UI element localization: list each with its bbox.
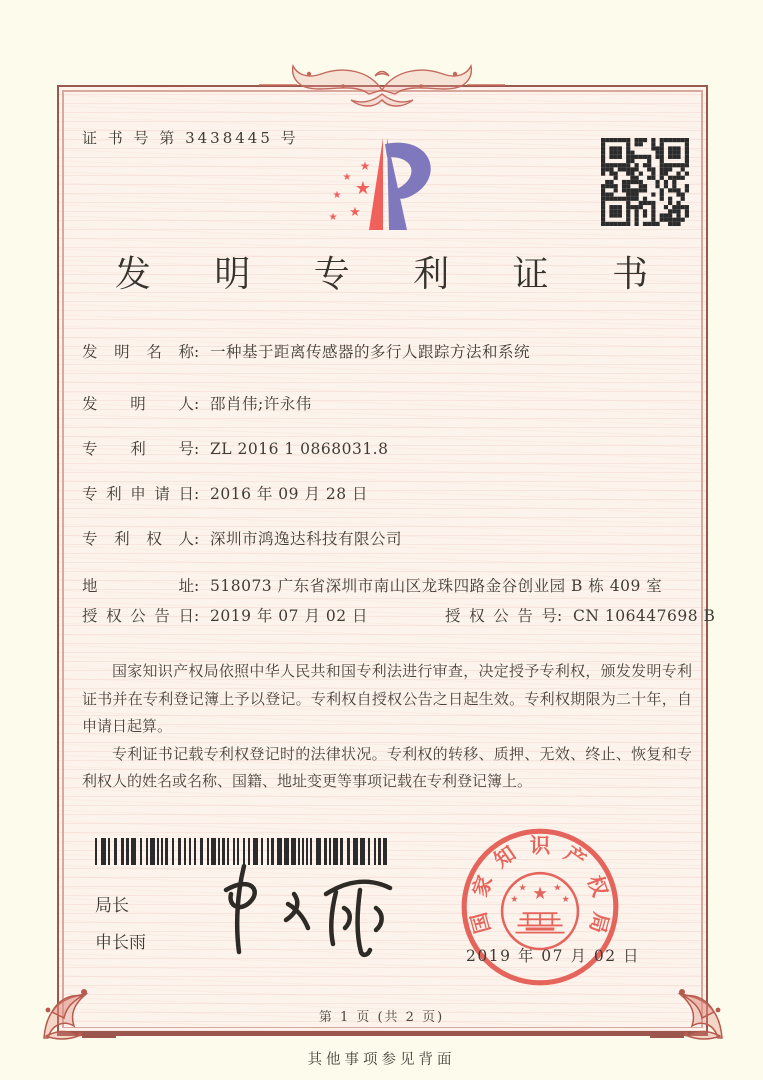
svg-text:★: ★ — [359, 159, 371, 173]
field-colon: : — [194, 577, 200, 595]
field-label: 发明名称 — [82, 343, 194, 361]
field-rows — [82, 340, 716, 649]
field-row-address — [82, 572, 694, 600]
reverse-side-note: 其他事项参见背面 — [307, 1052, 456, 1068]
seal-char: 识 — [529, 833, 551, 858]
field-label: 发明人 — [82, 395, 194, 413]
field-row-invention-name — [82, 340, 694, 364]
field-colon: : — [194, 395, 200, 413]
field-row-patent-number — [82, 437, 694, 461]
director-block — [95, 888, 146, 962]
field-grant-number — [445, 604, 715, 628]
legal-paragraph-2: 专利证书记载专利权登记时的法律状况。专利权的转移、质押、无效、终止、恢复和专利权人的姓名或名称、国籍、地址变更等事项记载在专利登记簿上。 — [82, 744, 692, 790]
field-value: CN 106447698 B — [573, 607, 716, 625]
field-row-grant — [82, 604, 716, 628]
seal-char: 局 — [584, 909, 614, 936]
field-row-filing-date — [82, 482, 694, 506]
field-row-inventor — [82, 392, 694, 416]
field-colon: : — [194, 607, 200, 625]
seal-char: 产 — [559, 841, 591, 873]
qr-code — [601, 138, 689, 226]
page-number: 第 1 页 (共 2 页) — [318, 1010, 445, 1025]
seal-char: 知 — [489, 841, 521, 873]
field-label: 专利权人 — [82, 530, 194, 548]
svg-text:★: ★ — [553, 882, 562, 894]
svg-text:★: ★ — [510, 893, 519, 905]
field-colon: : — [194, 440, 200, 458]
top-scroll-ornament-icon — [257, 60, 507, 110]
national-emblem-icon — [502, 873, 578, 949]
svg-text:★: ★ — [518, 882, 527, 894]
seal-char: 权 — [582, 872, 613, 900]
svg-text:★: ★ — [328, 212, 338, 223]
field-colon: : — [557, 607, 563, 625]
legal-paragraph-1: 国家知识产权局依照中华人民共和国专利法进行审查，决定授予专利权，颁发发明专利证书并在专利登记簿上予以登记。专利权自授权公告之日起生效。专利权期限为二十年，自申请日起算。 — [82, 662, 692, 735]
field-value: 2016 年 09 月 28 日 — [210, 485, 369, 503]
field-value: 518073 广东省深圳市南山区龙珠四路金谷创业园 B 栋 409 室 — [210, 577, 663, 595]
svg-text:★: ★ — [354, 178, 372, 199]
seal-char: 家 — [467, 872, 498, 900]
field-colon: : — [194, 343, 200, 361]
cnipa-patent-logo-icon — [321, 130, 461, 236]
field-label: 专利申请日 — [82, 485, 194, 503]
svg-text:★: ★ — [349, 205, 361, 220]
field-label: 专利号 — [82, 440, 194, 458]
field-value: ZL 2016 1 0868031.8 — [210, 440, 389, 458]
seal-char: 国 — [466, 909, 496, 936]
field-colon: : — [194, 530, 200, 548]
field-row-patentee — [82, 527, 694, 551]
certificate-number: 证 书 号 第 3438445 号 — [82, 129, 299, 147]
field-value: 邵肖伟;许永伟 — [210, 395, 312, 413]
field-label: 授权公告号 — [445, 607, 557, 625]
field-value: 深圳市鸿逸达科技有限公司 — [210, 530, 403, 548]
svg-text:★: ★ — [332, 190, 342, 201]
svg-text:★: ★ — [342, 172, 352, 183]
director-name: 申长雨 — [95, 933, 146, 953]
svg-text:★: ★ — [561, 893, 570, 905]
certificate-title: 发 明 专 利 证 书 — [114, 254, 675, 295]
field-label: 地址 — [82, 577, 194, 595]
field-value: 一种基于距离传感器的多行人跟踪方法和系统 — [210, 343, 531, 361]
director-signature-icon — [198, 860, 403, 958]
svg-text:★: ★ — [532, 883, 548, 904]
field-value: 2019 年 07 月 02 日 — [210, 607, 369, 625]
field-label: 授权公告日 — [82, 607, 194, 625]
director-title: 局长 — [95, 896, 129, 916]
field-colon: : — [194, 485, 200, 503]
grant-date-stamp: 2019 年 07 月 02 日 — [466, 947, 641, 965]
legal-text — [82, 658, 692, 796]
